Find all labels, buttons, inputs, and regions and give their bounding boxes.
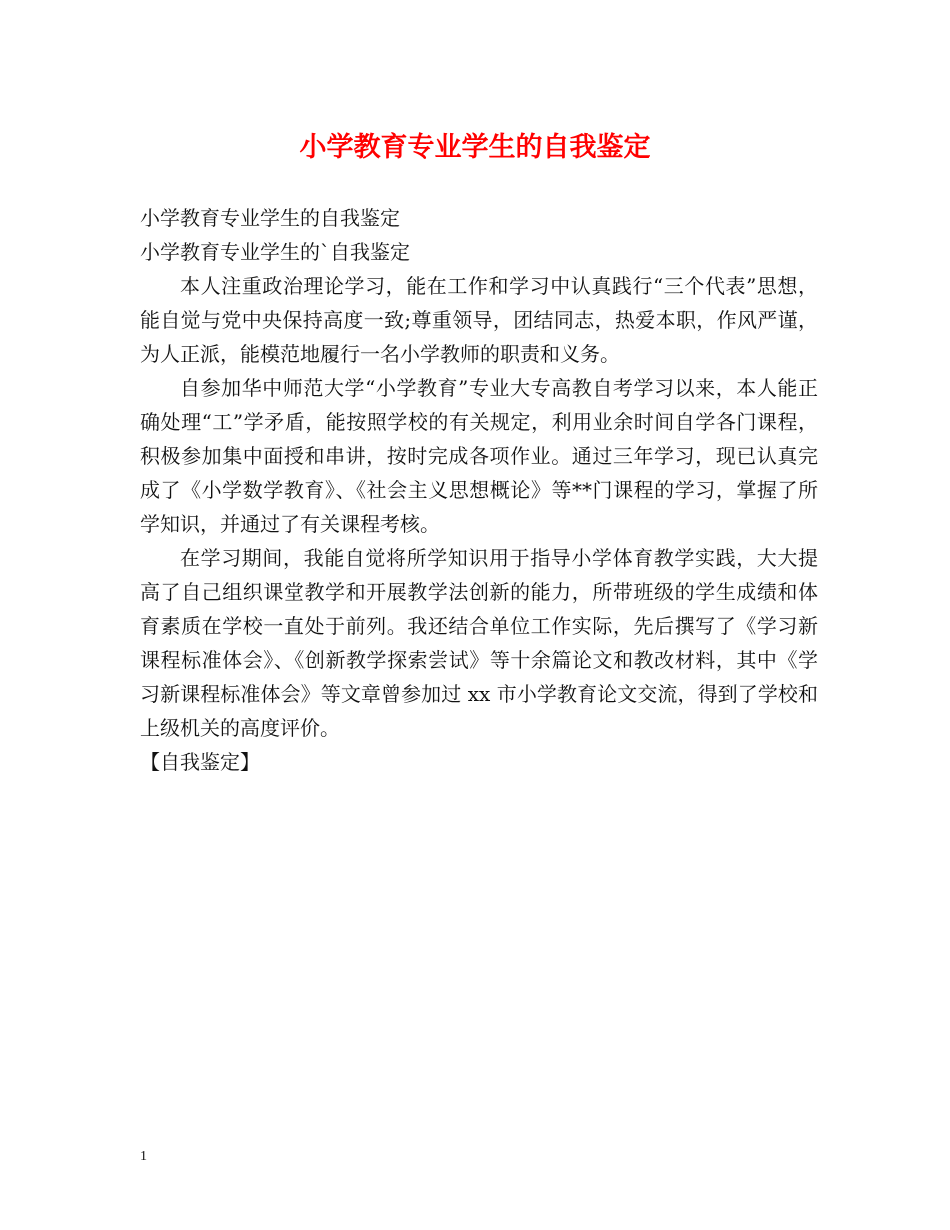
subtitle-line-2: 小学教育专业学生的`自我鉴定 xyxy=(140,240,410,264)
subtitle-line-1: 小学教育专业学生的自我鉴定 xyxy=(140,206,400,230)
paragraph-teaching-practice: 在学习期间，我能自觉将所学知识用于指导小学体育教学实践，大大提高了自己组织课堂教学和开展教学法创新的能力，所带班级的学生成绩和体育素质在学校一直处于前列。我还结合单位工作实际，先后撰写了《学习新课程标准体会》、《创新教学探索尝试》等十余篇论文和教改材料，其中《学习新课程标准体会》等文章曾参加过 xx 市小学教育论文交流，得到了学校和上级机关的高度评价。 xyxy=(140,546,818,740)
page-number: 1 xyxy=(140,1149,147,1164)
document-body xyxy=(140,201,818,779)
document-title: 小学教育专业学生的自我鉴定 xyxy=(299,132,651,163)
paragraph-self-study: 自参加华中师范大学“小学教育”专业大专高教自考学习以来，本人能正确处理“工”学矛盾，能按照学校的有关规定，利用业余时间自学各门课程，积极参加集中面授和串讲，按时完成各项作业。通过三年学习，现已认真完成了《小学数学教育》、《社会主义思想概论》等**门课程的学习，掌握了所学知识，并通过了有关课程考核。 xyxy=(140,376,818,536)
closing-heading: 【自我鉴定】 xyxy=(140,750,260,774)
paragraph-political-study: 本人注重政治理论学习，能在工作和学习中认真践行“三个代表”思想，能自觉与党中央保持高度一致;尊重领导，团结同志，热爱本职，作风严谨，为人正派，能模范地履行一名小学教师的职责和义务。 xyxy=(140,274,818,366)
